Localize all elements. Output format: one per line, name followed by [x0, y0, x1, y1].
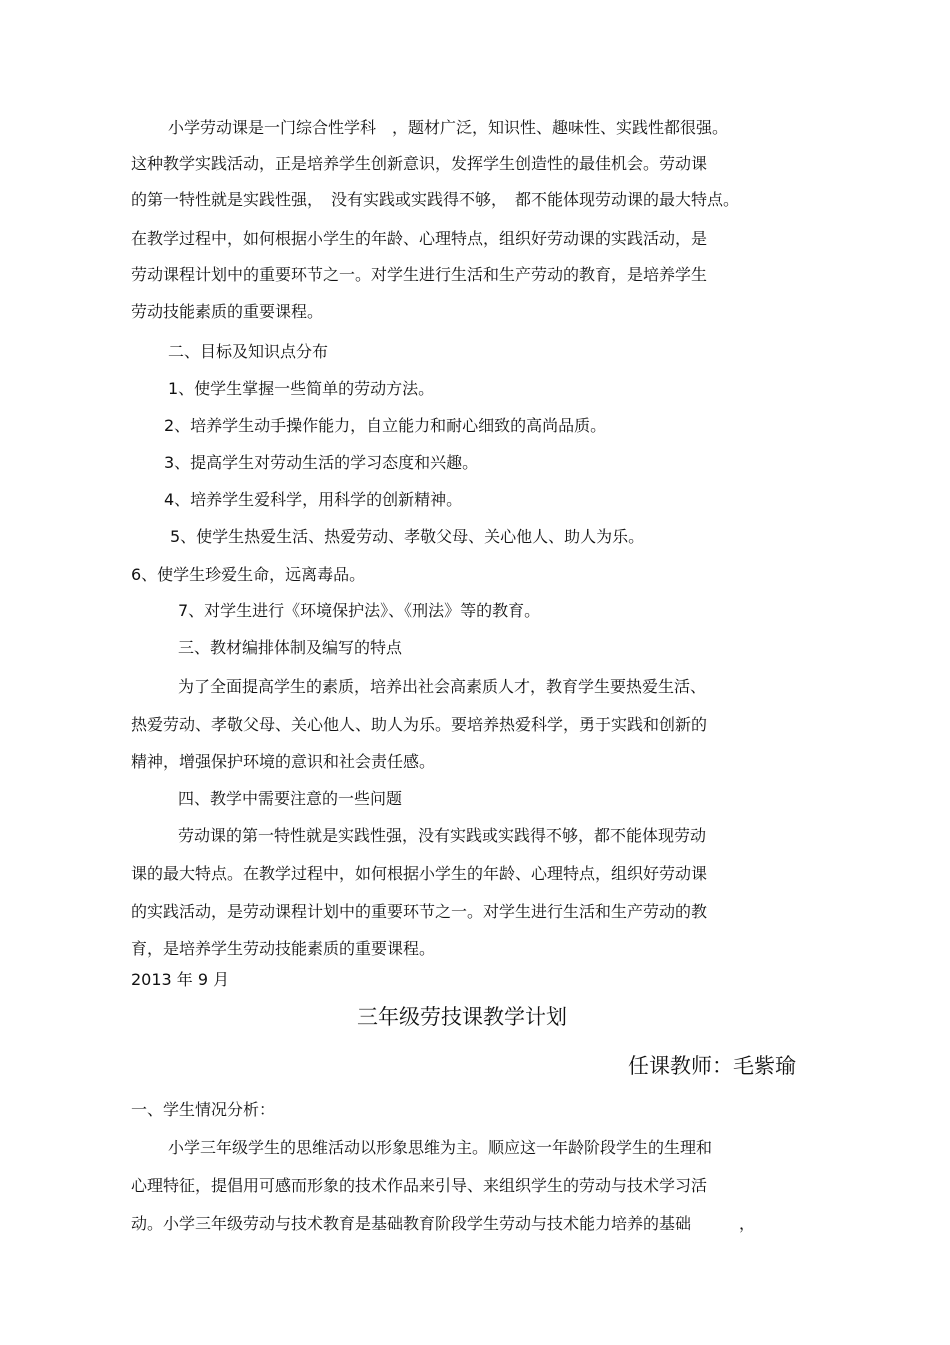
paragraph-line: 动。小学三年级劳动与技术教育是基础教育阶段学生劳动与技术能力培养的基础 ，	[131, 1214, 756, 1233]
section-heading: 一、学生情况分析：	[131, 1100, 276, 1119]
paragraph-line: 的第一特性就是实践性强， 没有实践或实践得不够， 都不能体现劳动课的最大特点。	[131, 190, 740, 209]
list-item: 3、提高学生对劳动生活的学习态度和兴趣。	[164, 453, 479, 472]
list-item: 5、使学生热爱生活、热爱劳动、孝敬父母、关心他人、助人为乐。	[170, 527, 645, 546]
list-item: 2、培养学生动手操作能力，自立能力和耐心细致的高尚品质。	[164, 416, 607, 435]
paragraph-line: 热爱劳动、孝敬父母、关心他人、助人为乐。要培养热爱科学，勇于实践和创新的	[131, 715, 708, 734]
paragraph-line: 小学三年级学生的思维活动以形象思维为主。顺应这一年龄阶段学生的生理和	[168, 1138, 713, 1157]
list-item: 4、培养学生爱科学，用科学的创新精神。	[164, 490, 463, 509]
date-line: 2013 年 9 月	[131, 970, 230, 989]
paragraph-line: 劳动课程计划中的重要环节之一。对学生进行生活和生产劳动的教育，是培养学生	[131, 265, 708, 284]
list-item: 7、对学生进行《环境保护法》、《刑法》等的教育。	[178, 601, 541, 620]
paragraph-line: 课的最大特点。在教学过程中，如何根据小学生的年龄、心理特点，组织好劳动课	[131, 864, 708, 883]
list-item: 6、使学生珍爱生命，远离毒品。	[131, 565, 366, 584]
teacher-line: 任课教师：毛紫瑜	[628, 1054, 796, 1078]
paragraph-line: 劳动技能素质的重要课程。	[131, 302, 324, 321]
section-heading: 二、目标及知识点分布	[168, 342, 329, 361]
paragraph-line: 在教学过程中，如何根据小学生的年龄、心理特点，组织好劳动课的实践活动，是	[131, 229, 708, 248]
paragraph-line: 心理特征，提倡用可感而形象的技术作品来引导、来组织学生的劳动与技术学习活	[131, 1176, 708, 1195]
section-heading: 四、教学中需要注意的一些问题	[178, 789, 403, 808]
paragraph-line: 小学劳动课是一门综合性学科 ，题材广泛，知识性、趣味性、实践性都很强。	[168, 118, 729, 137]
section-heading: 三、教材编排体制及编写的特点	[178, 638, 403, 657]
paragraph-line: 精神，增强保护环境的意识和社会责任感。	[131, 752, 436, 771]
paragraph-line: 劳动课的第一特性就是实践性强，没有实践或实践得不够，都不能体现劳动	[178, 826, 707, 845]
paragraph-line: 的实践活动，是劳动课程计划中的重要环节之一。对学生进行生活和生产劳动的教	[131, 902, 708, 921]
list-item: 1、使学生掌握一些简单的劳动方法。	[168, 379, 435, 398]
paragraph-line: 这种教学实践活动，正是培养学生创新意识，发挥学生创造性的最佳机会。劳动课	[131, 154, 708, 173]
paragraph-line: 为了全面提高学生的素质，培养出社会高素质人才，教育学生要热爱生活、	[178, 677, 707, 696]
plan-title: 三年级劳技课教学计划	[357, 1005, 567, 1029]
paragraph-line: 育，是培养学生劳动技能素质的重要课程。	[131, 939, 436, 958]
